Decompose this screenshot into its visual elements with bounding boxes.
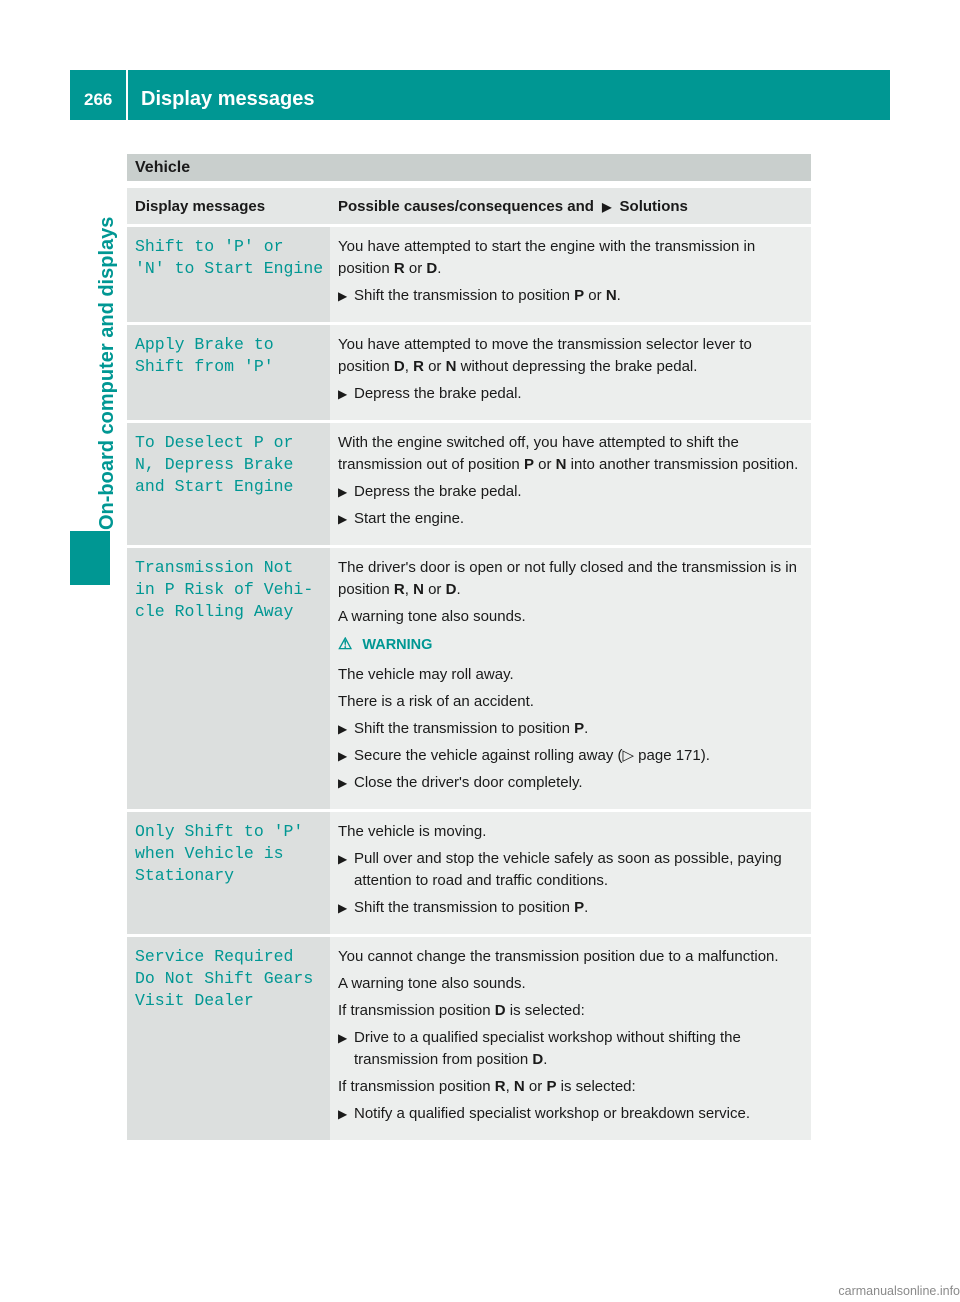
solution-step [338,508,803,530]
col-header-causes-label: Possible causes/consequences and [338,198,594,215]
solution-step [338,1103,803,1125]
table-row [127,812,811,934]
display-message-cell [127,812,330,934]
solution-cell [330,423,811,545]
cause-text: A warning tone also sounds. [338,608,526,625]
display-message-text: To Deselect P or N, Depress Brake and Start Engine [135,433,294,496]
warning-triangle-icon: ⚠ [338,636,353,653]
arrow-right-icon: ▶ [602,200,612,214]
page-header [70,70,890,120]
chapter-marker [70,531,110,585]
display-messages-table [127,185,811,1143]
warning-heading [338,634,803,656]
arrow-right-icon: ▶ [338,722,348,736]
table-row [127,423,811,545]
display-message-cell [127,937,330,1140]
solution-step [338,745,803,767]
step-text: Depress the brake pedal. [354,385,522,402]
page-title: Display messages [141,88,315,110]
step-text: Shift the transmission to position P. [354,720,589,737]
cause-text: With the engine switched off, you have attempted to shift the transmission out of position P or N into another transmission position. [338,434,799,473]
solution-cell [330,548,811,809]
display-message-text: Apply Brake to Shift from 'P' [135,335,274,376]
solution-step [338,481,803,503]
section-title: Vehicle [127,154,811,181]
table-row [127,325,811,420]
arrow-right-icon: ▶ [338,776,348,790]
step-text: Shift the transmission to position P. [354,899,589,916]
solution-step [338,772,803,794]
cause-text: There is a risk of an accident. [338,693,534,710]
step-text: Drive to a qualified specialist workshop without shifting the transmission from position D. [354,1029,741,1068]
arrow-right-icon: ▶ [338,1107,348,1121]
table-row [127,548,811,809]
display-message-cell [127,325,330,420]
cause-text: The vehicle is moving. [338,823,487,840]
step-text: Close the driver's door completely. [354,774,583,791]
cause-text: You have attempted to move the transmission selector lever to position D, R or N without depressing the brake pedal. [338,336,752,375]
cause-text: The vehicle may roll away. [338,666,514,683]
display-message-text: Service Required Do Not Shift Gears Visit Dealer [135,947,314,1010]
table-header-row [127,188,811,224]
cause-text: If transmission position R, N or P is selected: [338,1078,636,1095]
cause-text: A warning tone also sounds. [338,975,526,992]
cause-text: The driver's door is open or not fully closed and the transmission is in position R, N or D. [338,559,797,598]
step-text: Depress the brake pedal. [354,483,522,500]
col-header-solutions-label: Solutions [619,198,688,215]
arrow-right-icon: ▶ [338,852,348,866]
arrow-right-icon: ▶ [338,1031,348,1045]
solution-cell [330,937,811,1140]
arrow-right-icon: ▶ [338,289,348,303]
arrow-right-icon: ▶ [338,485,348,499]
col-header-causes [330,188,811,224]
solution-step [338,848,803,892]
solution-step [338,897,803,919]
display-message-text: Transmission Not in P Risk of Vehi‐ cle Rolling Away [135,558,314,621]
display-message-text: Shift to 'P' or 'N' to Start Engine [135,237,324,278]
arrow-right-icon: ▶ [338,387,348,401]
step-text: Shift the transmission to position P or N. [354,287,621,304]
arrow-right-icon: ▶ [338,901,348,915]
page-number: 266 [84,90,113,109]
step-text: Start the engine. [354,510,465,527]
display-message-cell [127,227,330,322]
display-message-cell [127,423,330,545]
display-message-text: Only Shift to 'P' when Vehicle is Stationary [135,822,304,885]
step-text: Pull over and stop the vehicle safely as soon as possible, paying attention to road and traffic conditions. [354,850,782,889]
arrow-right-icon: ▶ [338,512,348,526]
vehicle-section [127,154,811,1143]
footer-watermark: carmanualsonline.info [838,1284,960,1298]
chapter-label: On-board computer and displays [96,216,118,530]
table-row [127,937,811,1140]
table-body [127,227,811,1140]
cause-text: If transmission position D is selected: [338,1002,585,1019]
chapter-side-tab [70,120,120,585]
solution-step [338,285,803,307]
col-header-display-messages: Display messages [127,188,330,224]
solution-cell [330,227,811,322]
display-message-cell [127,548,330,809]
solution-step [338,383,803,405]
solution-step [338,1027,803,1071]
cause-text: You cannot change the transmission position due to a malfunction. [338,948,779,965]
table-row [127,227,811,322]
solution-step [338,718,803,740]
arrow-right-icon: ▶ [338,749,348,763]
solution-cell [330,812,811,934]
solution-cell [330,325,811,420]
cause-text: You have attempted to start the engine with the transmission in position R or D. [338,238,756,277]
warning-label: WARNING [362,637,433,653]
step-text: Secure the vehicle against rolling away (▷ page 171). [354,747,710,764]
step-text: Notify a qualified specialist workshop or breakdown service. [354,1105,751,1122]
